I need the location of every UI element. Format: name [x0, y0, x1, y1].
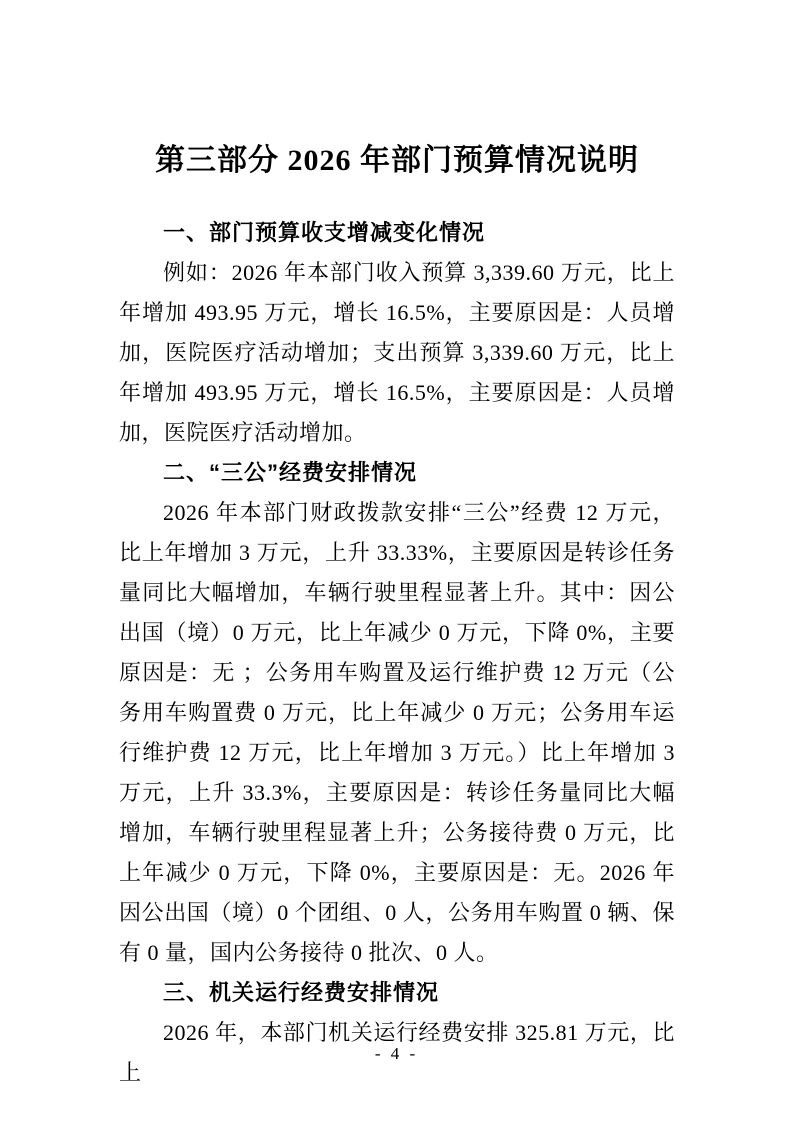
section-three-public-expenses — [119, 453, 675, 973]
document-title: 第三部分 2026 年部门预算情况说明 — [155, 144, 639, 177]
section-budget-changes — [119, 213, 675, 453]
section-operating-funds-paragraph: 2026 年，本部门机关运行经费安排 325.81 万元，比上 — [119, 1020, 675, 1085]
page-number: - 4 - — [374, 1044, 419, 1063]
section-budget-changes-paragraph: 例如：2026 年本部门收入预算 3,339.60 万元，比上年增加 493.95 万元，增长 16.5%，主要原因是：人员增加，医院医疗活动增加；支出预算 3,339.60 万元，比上年增加 493.95 万元，增长 16.5%，主要原因是：人员增加，医院医疗活动增加。 — [119, 260, 675, 445]
section-operating-funds — [119, 973, 675, 1093]
section-operating-funds-heading: 三、机关运行经费安排情况 — [163, 980, 440, 1005]
section-three-public-expenses-heading: 二、“三公”经费安排情况 — [163, 460, 418, 485]
section-three-public-expenses-paragraph: 2026 年本部门财政拨款安排“三公”经费 12 万元，比上年增加 3 万元，上升 33.33%，主要原因是转诊任务量同比大幅增加，车辆行驶里程显著上升。其中：因公出国（境）0 万元，比上年减少 0 万元，下降 0%，主要原因是：无 ；公务用车购置及运行维护费 12 万元（公务用车购置费 0 万元，比上年减少 0 万元；公务用车运行维护费 12 万元，比上年增加 3 万元。）比上年增加 3 万元，上升 33.3%，主要原因是：转诊任务量同比大幅增加，车辆行驶里程显著上升；公务接待费 0 万元，比上年减少 0 万元，下降 0%，主要原因是：无。2026 年因公出国（境）0 个团组、0 人，公务用车购置 0 辆、保有 0 量，国内公务接待 0 批次、0 人。 — [119, 500, 675, 965]
section-budget-changes-heading: 一、部门预算收支增减变化情况 — [163, 220, 486, 245]
